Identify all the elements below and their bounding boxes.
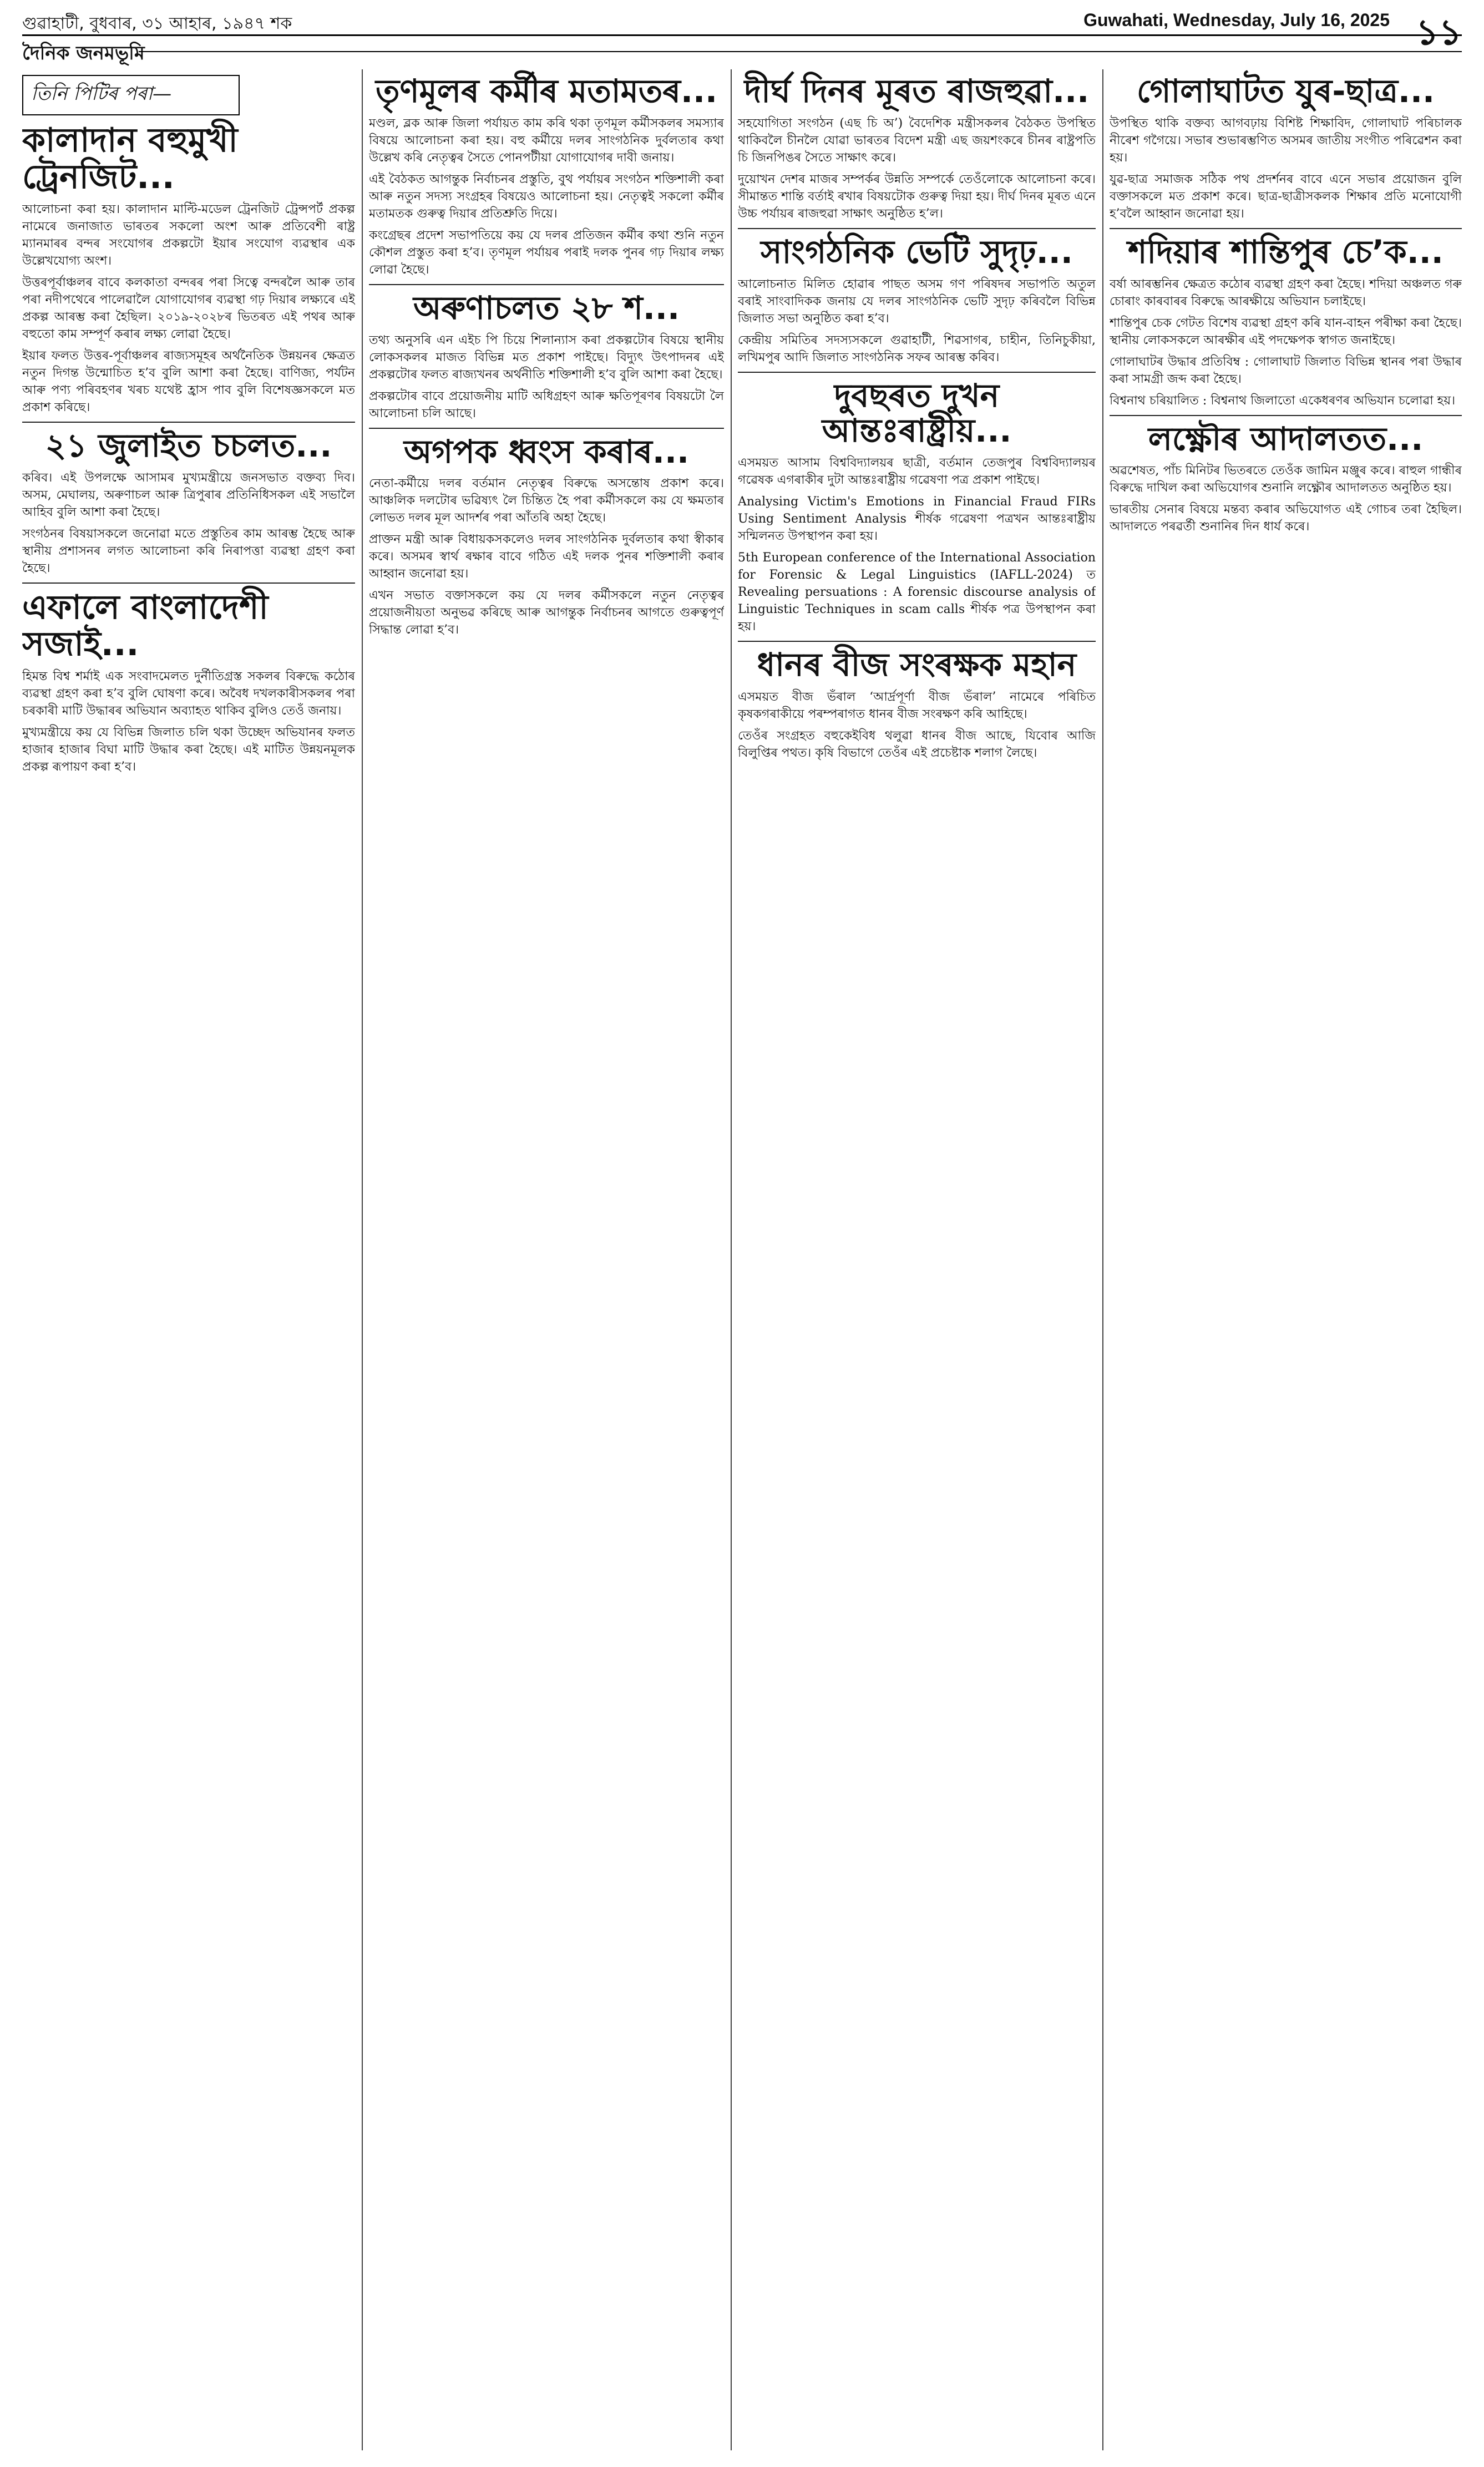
divider bbox=[738, 228, 1096, 229]
paragraph: ইয়াৰ ফলত উত্তৰ-পূৰ্বাঞ্চলৰ ৰাজ্যসমূহৰ অৰ্থনৈতিক উন্নয়নৰ ক্ষেত্ৰত নতুন দিগন্ত উন্মোচিত হ’ব বুলি আশা কৰা হৈছে। বাণিজ্য, পৰ্যটন আৰু পণ্য পৰিবহণৰ খৰচ যথেষ্ট হ্ৰাস পাব বুলি বিশেষজ্ঞসকলে মত প্ৰকাশ কৰিছে। bbox=[22, 349, 355, 414]
paragraph: কেন্দ্ৰীয় সমিতিৰ সদস্যসকলে গুৱাহাটী, শিৱসাগৰ, চাহীন, তিনিচুকীয়া, লখিমপুৰ আদি জিলাত সাংগঠনিক সফৰ আৰম্ভ কৰিব। bbox=[738, 333, 1096, 364]
headline: অগপক ধ্বংস কৰাৰ... bbox=[403, 432, 690, 470]
headline: গোলাঘাটত যুৰ-ছাত্ৰ... bbox=[1136, 72, 1435, 110]
date-english: Guwahati, Wednesday, July 16, 2025 bbox=[1083, 10, 1390, 30]
paragraph: বিশ্বনাথ চৰিয়ালিত : বিশ্বনাথ জিলাতো একেধৰণৰ অভিযান চলোৱা হয়। bbox=[1110, 393, 1456, 408]
paragraph: এই বৈঠকত আগন্তুক নিৰ্বাচনৰ প্ৰস্তুতি, বুথ পৰ্যায়ৰ সংগঠন শক্তিশালী কৰা আৰু নতুন সদস্য সংগ্ৰহৰ বিষয়েও আলোচনা হয়। নেতৃত্বই সকলো কৰ্মীৰ মতামতক গুৰুত্ব দিয়াৰ প্ৰতিশ্ৰুতি দিয়ে। bbox=[369, 172, 724, 221]
paragraph: সংগঠনৰ বিষয়াসকলে জনোৱা মতে প্ৰস্তুতিৰ কাম আৰম্ভ হৈছে আৰু স্থানীয় প্ৰশাসনৰ লগত আলোচনা কৰি নিৰাপত্তা ব্যৱস্থা গ্ৰহণ কৰা হৈছে। bbox=[22, 526, 355, 575]
divider bbox=[22, 582, 355, 584]
column-3 bbox=[738, 69, 1096, 2450]
headline: সাংগঠনিক ভেটি সুদৃঢ়... bbox=[761, 232, 1073, 271]
divider bbox=[22, 422, 355, 423]
paragraph: প্ৰকল্পটোৰ বাবে প্ৰয়োজনীয় মাটি অধিগ্ৰহণ আৰু ক্ষতিপূৰণৰ বিষয়টো লৈ আলোচনা চলি আছে। bbox=[369, 389, 724, 421]
paragraph: এসময়ত আসাম বিশ্ববিদ্যালয়ৰ ছাত্ৰী, বৰ্তমান তেজপুৰ বিশ্ববিদ্যালয়ৰ গৱেষক এগৰাকীৰ দুটা আন্তঃৰাষ্ট্ৰীয় গৱেষণা পত্ৰ প্ৰকাশ পাইছে। bbox=[738, 456, 1096, 488]
divider bbox=[369, 284, 724, 285]
divider bbox=[738, 372, 1096, 373]
paragraph: নেতা-কৰ্মীয়ে দলৰ বৰ্তমান নেতৃত্বৰ বিৰুদ্ধে অসন্তোষ প্ৰকাশ কৰে। আঞ্চলিক দলটোৰ ভৱিষ্যৎ লৈ চিন্তিত হৈ পৰা কৰ্মীসকলে কয় যে ক্ষমতাৰ লোভত দলৰ মূল আদৰ্শৰ পৰা আঁতৰি অহা হৈছে। bbox=[369, 477, 724, 525]
paragraph: এসময়ত বীজ ভঁৰাল ‘আৰ্দ্ৰপূৰ্ণা বীজ ভঁৰাল’ নামেৰে পৰিচিত কৃষকগৰাকীয়ে পৰম্পৰাগত ধানৰ বীজ সংৰক্ষণ কৰি আহিছে। bbox=[738, 690, 1096, 721]
paragraph: কংগ্ৰেছৰ প্ৰদেশ সভাপতিয়ে কয় যে দলৰ প্ৰতিজন কৰ্মীৰ কথা শুনি নতুন কৌশল প্ৰস্তুত কৰা হ’ব। তৃণমূল পৰ্যায়ৰ পৰাই দলক পুনৰ গঢ় দিয়াৰ লক্ষ্য লোৱা হৈছে। bbox=[369, 228, 724, 277]
paragraph: Analysing Victim's Emotions in Financial Fraud FIRs Using Sentiment Analysis শীৰ্ষক গৱেষণা পত্ৰখন আন্তঃৰাষ্ট্ৰীয় সন্মিলনত উপস্থাপন কৰা হয়। bbox=[738, 495, 1096, 544]
headline: ২১ জুলাইত চচলত... bbox=[45, 427, 332, 464]
masthead bbox=[22, 6, 1462, 67]
column-divider bbox=[731, 69, 732, 2450]
paragraph: উত্তৰপূৰ্বাঞ্চলৰ বাবে কলকাতা বন্দৰৰ পৰা সিত্বে বন্দৰলৈ আৰু তাৰ পৰা নদীপথেৰে পালেৱালৈ যোগাযোগৰ ব্যৱস্থা গঢ় দিয়াৰ লক্ষ্যৰে এই প্ৰকল্প আৰম্ভ কৰা হৈছিল। ২০১৯-২০২৮ৰ ভিতৰত এই পথৰ আৰু বহুতো কাম সম্পূৰ্ণ কৰাৰ লক্ষ্য লোৱা হৈছে। bbox=[22, 276, 355, 341]
headline: দীৰ্ঘ দিনৰ মূৰত ৰাজহুৱা... bbox=[744, 72, 1090, 110]
headline: এফালে বাংলাদেশী সজাই... bbox=[22, 587, 269, 663]
paragraph: এখন সভাত বক্তাসকলে কয় যে দলৰ কৰ্মীসকলে নতুন নেতৃত্বৰ প্ৰয়োজনীয়তা অনুভৱ কৰিছে আৰু আগন্তুক নিৰ্বাচনৰ আগতে গুৰুত্বপূৰ্ণ সিদ্ধান্ত লোৱা হ’ব। bbox=[369, 589, 724, 637]
section-tag: তিনি পিটিৰ পৰা— bbox=[22, 75, 240, 115]
brand-rule bbox=[139, 51, 1462, 52]
headline: শদিয়াৰ শান্তিপুৰ চে’ক... bbox=[1128, 232, 1444, 271]
headline: অৰুণাচলত ২৮ শ... bbox=[413, 288, 680, 327]
paragraph: প্ৰাক্তন মন্ত্ৰী আৰু বিধায়কসকলেও দলৰ সাংগঠনিক দুৰ্বলতাৰ কথা স্বীকাৰ কৰে। অসমৰ স্বাৰ্থ ৰক্ষাৰ বাবে গঠিত এই দলক পুনৰ শক্তিশালী কৰাৰ আহ্বান জনোৱা হয়। bbox=[369, 533, 724, 581]
paragraph: বৰ্ষা আৰম্ভনিৰ ক্ষেত্ৰত কঠোৰ ব্যৱস্থা গ্ৰহণ কৰা হৈছে। শদিয়া অঞ্চলত গৰু চোৰাং কাৰবাৰৰ বিৰুদ্ধে আৰক্ষীয়ে অভিযান চলাইছে। bbox=[1110, 277, 1462, 308]
paragraph: মুখ্যমন্ত্ৰীয়ে কয় যে বিভিন্ন জিলাত চলি থকা উচ্ছেদ অভিযানৰ ফলত হাজাৰ হাজাৰ বিঘা মাটি উদ্ধাৰ কৰা হৈছে। এই মাটিত উন্নয়নমূলক প্ৰকল্প ৰূপায়ণ কৰা হ’ব। bbox=[22, 725, 355, 774]
paragraph: শান্তিপুৰ চেক গেটত বিশেষ ব্যৱস্থা গ্ৰহণ কৰি যান-বাহন পৰীক্ষা কৰা হৈছে। স্থানীয় লোকসকলে আৰক্ষীৰ এই পদক্ষেপক স্বাগত জনাইছে। bbox=[1110, 316, 1462, 347]
paragraph: হিমন্ত বিশ্ব শৰ্মাই এক সংবাদমেলত দুৰ্নীতিগ্ৰস্ত সকলৰ বিৰুদ্ধে কঠোৰ ব্যৱস্থা গ্ৰহণ কৰা হ’ব বুলি ঘোষণা কৰে। অবৈধ দখলকাৰীসকলৰ পৰা চৰকাৰী মাটি উদ্ধাৰৰ অভিযান অব্যাহত থাকিব বুলিও তেওঁ জনায়। bbox=[22, 669, 355, 718]
column-divider bbox=[1102, 69, 1103, 2450]
headline: লক্ষ্ণৌৰ আদালতত... bbox=[1148, 419, 1424, 458]
page-number: ১১ bbox=[1415, 12, 1462, 53]
paragraph: যুৱ-ছাত্ৰ সমাজক সঠিক পথ প্ৰদৰ্শনৰ বাবে এনে সভাৰ প্ৰয়োজন বুলি বক্তাসকলে মত প্ৰকাশ কৰে। ছাত্ৰ-ছাত্ৰীসকলক শিক্ষাৰ প্ৰতি মনোযোগী হ’বলৈ আহ্বান জনোৱা হয়। bbox=[1110, 172, 1462, 221]
headline: কালাদান বহুমুখী ট্ৰেনজিট... bbox=[22, 121, 238, 196]
divider bbox=[1110, 415, 1462, 416]
headline: ধানৰ বীজ সংৰক্ষক মহান bbox=[757, 646, 1077, 684]
column-divider bbox=[362, 69, 363, 2450]
column-2 bbox=[369, 69, 724, 2450]
paragraph: আলোচনাত মিলিত হোৱাৰ পাছত অসম গণ পৰিষদৰ সভাপতি অতুল বৰাই সাংবাদিকক জনায় যে দলৰ সাংগঠনিক ভেটি সুদৃঢ় কৰিবলৈ বিভিন্ন জিলাত সভা অনুষ্ঠিত কৰা হ’ব। bbox=[738, 277, 1096, 326]
paragraph: কৰিব। এই উপলক্ষে আসামৰ মুখ্যমন্ত্ৰীয়ে জনসভাত বক্তব্য দিব। অসম, মেঘালয়, অৰুণাচল আৰু ত্ৰিপুৰাৰ প্ৰতিনিধিসকল এই সভালৈ আহিব বুলি আশা কৰা হৈছে। bbox=[22, 470, 355, 519]
headline: দুবছৰত দুখন আন্তঃৰাষ্ট্ৰীয়... bbox=[822, 376, 1012, 450]
paragraph: তথ্য অনুসৰি এন এইচ পি চিয়ে শিলান্যাস কৰা প্ৰকল্পটোৰ বিষয়ে স্থানীয় লোকসকলৰ মাজত বিভিন্ন মত প্ৰকাশ পাইছে। বিদ্যুৎ উৎপাদনৰ এই প্ৰকল্পটোৰ ফলত ৰাজ্যখনৰ অৰ্থনীতি শক্তিশালী হ’ব বুলি আশা কৰা হৈছে। bbox=[369, 333, 724, 382]
divider bbox=[369, 428, 724, 429]
divider bbox=[738, 641, 1096, 642]
header-rule bbox=[22, 34, 1462, 36]
column-1 bbox=[22, 69, 355, 2450]
headline: তৃণমূলৰ কৰ্মীৰ মতামতৰ... bbox=[375, 72, 718, 110]
date-assamese: গুৱাহাটী, বুধবাৰ, ৩১ আহাৰ, ১৯৪৭ শক bbox=[22, 14, 292, 33]
column-4 bbox=[1110, 69, 1462, 2450]
paragraph: ভাৰতীয় সেনাৰ বিষয়ে মন্তব্য কৰাৰ অভিযোগত এই গোচৰ তৰা হৈছিল। আদালতে পৰৱৰ্তী শুনানিৰ দিন ধাৰ্য কৰে। bbox=[1110, 503, 1462, 534]
paragraph: অৱশেষত, পাঁচ মিনিটৰ ভিতৰতে তেওঁক জামিন মঞ্জুৰ কৰে। ৰাহুল গান্ধীৰ বিৰুদ্ধে দাখিল কৰা অভিযোগৰ শুনানি লক্ষ্ণৌৰ আদালতত অনুষ্ঠিত হয়। bbox=[1110, 464, 1462, 495]
paragraph: 5th European conference of the International Association for Forensic & Legal Linguistics (IAFLL-2024) ত Revealing persuations : A forensic discourse analysis of Linguistic Techniques in scam calls শীৰ্ষক পত্ৰ উপস্থাপন কৰা হয়। bbox=[738, 551, 1096, 634]
paragraph: তেওঁৰ সংগ্ৰহত বহুকেইবিধ থলুৱা ধানৰ বীজ আছে, যিবোৰ আজি বিলুপ্তিৰ পথত। কৃষি বিভাগে তেওঁৰ এই প্ৰচেষ্টাক শলাগ লৈছে। bbox=[738, 728, 1096, 760]
paragraph: গোলাঘাটৰ উদ্ধাৰ প্ৰতিবিম্ব : গোলাঘাট জিলাত বিভিন্ন স্থানৰ পৰা উদ্ধাৰ কৰা সামগ্ৰী জব্দ কৰা হৈছে। bbox=[1110, 354, 1462, 386]
paragraph: আলোচনা কৰা হয়। কালাদান মাল্টি-মডেল ট্ৰেনজিট ট্ৰেন্সপৰ্ট প্ৰকল্প নামেৰে জনাজাত ভাৰতৰ সকলো অংশ আৰু প্ৰতিবেশী ৰাষ্ট্ৰ ম্যানমাৰৰ বন্দৰ সংযোগৰ প্ৰকল্পটো ইয়াৰ সংযোগ ব্যৱস্থাৰ এক উল্লেখযোগ্য অংশ। bbox=[22, 202, 355, 268]
divider bbox=[1110, 228, 1462, 229]
paragraph: সহযোগিতা সংগঠন (এছ চি অ’) বৈদেশিক মন্ত্ৰীসকলৰ বৈঠকত উপস্থিত থাকিবলৈ চীনলৈ যোৱা ভাৰতৰ বিদেশ মন্ত্ৰী এছ জয়শংকৰে চীনৰ ৰাষ্ট্ৰপতি চি জিনপিঙৰ সৈতে সাক্ষাৎ কৰে। bbox=[738, 116, 1096, 165]
paragraph: দুয়োখন দেশৰ মাজৰ সম্পৰ্কৰ উন্নতি সম্পৰ্কে তেওঁলোকে আলোচনা কৰে। সীমান্তত শান্তি বৰ্তাই ৰখাৰ বিষয়টোক গুৰুত্ব দিয়া হয়। দীৰ্ঘ দিনৰ মূৰত এনে উচ্চ পৰ্যায়ৰ ৰাজহুৱা সাক্ষাৎ অনুষ্ঠিত হ’ল। bbox=[738, 172, 1096, 221]
paragraph: উপস্থিত থাকি বক্তব্য আগবঢ়ায় বিশিষ্ট শিক্ষাবিদ, গোলাঘাট পৰিচালক নীৰেশ গগৈয়ে। সভাৰ শুভাৰম্ভণিত অসমৰ জাতীয় সংগীত পৰিৱেশন কৰা হয়। bbox=[1110, 116, 1462, 165]
paragraph: মণ্ডল, ব্লক আৰু জিলা পৰ্যায়ত কাম কৰি থকা তৃণমূল কৰ্মীসকলৰ সমস্যাৰ বিষয়ে আলোচনা কৰা হয়। বহু কৰ্মীয়ে দলৰ সাংগঠনিক দুৰ্বলতাৰ কথা উল্লেখ কৰি নেতৃত্বৰ সৈতে পোনপটীয়া যোগাযোগৰ দাবী জনায়। bbox=[369, 116, 724, 165]
brand-name: দৈনিক জনমভূমি bbox=[22, 42, 145, 64]
